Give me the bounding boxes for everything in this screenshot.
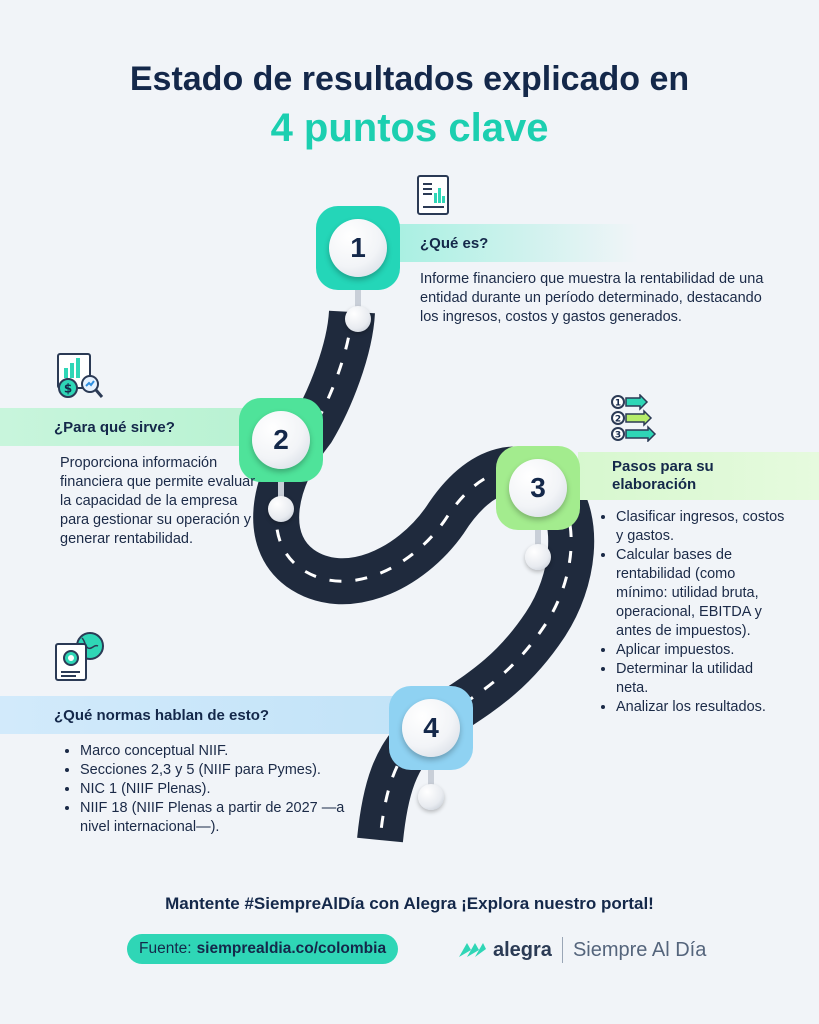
step-4-item: • Marco conceptual NIIF. bbox=[80, 742, 362, 761]
step-2-number: 2 bbox=[252, 411, 310, 469]
step-3-heading: Pasos para su elaboración bbox=[612, 458, 714, 493]
svg-text:2: 2 bbox=[614, 414, 622, 425]
step-2-heading-band bbox=[0, 408, 262, 446]
brand-name: alegra bbox=[493, 938, 552, 961]
step-4-item: • Secciones 2,3 y 5 (NIIF para Pymes). bbox=[80, 761, 362, 780]
numbered-steps-icon bbox=[610, 394, 660, 442]
alegra-logo-icon bbox=[457, 939, 487, 961]
step-4-node bbox=[389, 686, 473, 770]
step-3-list bbox=[598, 508, 788, 717]
step-2-text: Proporciona información financiera que permite evaluar la capacidad de la empresa para gestionar su operación y generar rentabilidad. bbox=[60, 455, 256, 547]
step-1-text: Informe financiero que muestra la rentabilidad de una entidad durante un período determinado, destacando los ingresos, costos y gastos generados. bbox=[420, 271, 764, 325]
finance-analysis-icon bbox=[52, 352, 106, 400]
step-4-item: • NIC 1 (NIIF Plenas). bbox=[80, 780, 362, 799]
step-3-number: 3 bbox=[509, 459, 567, 517]
step-4-number: 4 bbox=[402, 699, 460, 757]
step-1-heading: ¿Qué es? bbox=[420, 234, 489, 252]
step-1-knob bbox=[345, 306, 371, 332]
footer-cta: Mantente #SiempreAlDía con Alegra ¡Explora nuestro portal! bbox=[165, 894, 654, 913]
page-subtitle: 4 puntos clave bbox=[270, 106, 549, 150]
source-link[interactable]: siemprealdia.co/colombia bbox=[196, 940, 387, 957]
step-4-list bbox=[62, 742, 362, 837]
step-3-item: • Aplicar impuestos. bbox=[616, 641, 788, 660]
step-4-heading: ¿Qué normas hablan de esto? bbox=[54, 706, 270, 724]
source-label: Fuente: bbox=[139, 940, 192, 957]
step-1-number: 1 bbox=[329, 219, 387, 277]
svg-text:3: 3 bbox=[614, 430, 622, 441]
brand-logo bbox=[457, 936, 706, 964]
step-4-heading-band bbox=[0, 696, 410, 734]
step-3-item: • Determinar la utilidad neta. bbox=[616, 660, 788, 698]
step-3-knob bbox=[525, 544, 551, 570]
source-badge[interactable] bbox=[127, 934, 398, 964]
step-3-item: • Calcular bases de rentabilidad (como mínimo: utilidad bruta, operacional, EBITDA y antes de impuestos). bbox=[616, 546, 788, 641]
step-2-heading: ¿Para qué sirve? bbox=[54, 418, 175, 436]
brand-divider bbox=[562, 937, 563, 963]
step-1-node bbox=[316, 206, 400, 290]
brand-tagline: Siempre Al Día bbox=[572, 938, 707, 961]
step-3-item: • Clasificar ingresos, costos y gastos. bbox=[616, 508, 788, 546]
report-chart-icon bbox=[414, 174, 454, 216]
svg-text:1: 1 bbox=[614, 398, 622, 409]
step-1-heading-band bbox=[398, 224, 638, 262]
page-title: Estado de resultados explicado en bbox=[129, 60, 690, 98]
global-certificate-icon bbox=[52, 630, 106, 682]
step-4-item: • NIIF 18 (NIIF Plenas a partir de 2027 —a nivel internacional—). bbox=[80, 799, 362, 837]
svg-text:$: $ bbox=[63, 381, 73, 396]
step-3-node bbox=[496, 446, 580, 530]
step-4-knob bbox=[418, 784, 444, 810]
step-2-knob bbox=[268, 496, 294, 522]
step-3-item: • Analizar los resultados. bbox=[616, 698, 788, 717]
step-3-heading-band bbox=[578, 452, 819, 500]
